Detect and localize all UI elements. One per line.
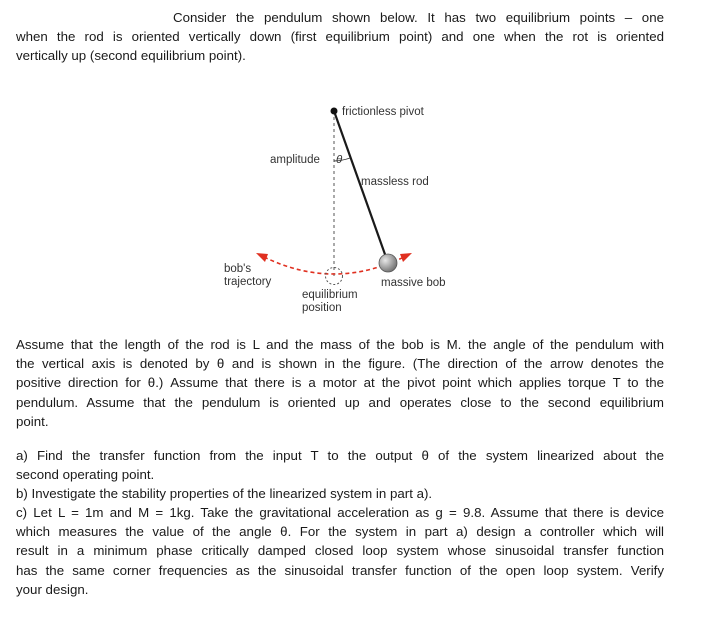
assumptions-paragraph bbox=[16, 335, 664, 431]
intro-line-2: when the rod is oriented vertically down (first equilibrium point) and one when the rot is oriented bbox=[16, 29, 664, 45]
theta-symbol: θ bbox=[336, 154, 343, 166]
rod-label: massless rod bbox=[361, 176, 429, 188]
equilibrium-label-1: equilibrium bbox=[302, 289, 358, 301]
part-b-line-1: b) Investigate the stability properties of the linearized system in part a). bbox=[16, 486, 433, 501]
trajectory-arrow-right bbox=[400, 253, 412, 262]
part-a-line-2: second operating point. bbox=[16, 467, 155, 483]
pivot-point bbox=[331, 108, 338, 115]
trajectory-label-1: bob's bbox=[224, 263, 252, 275]
part-c-line-1: c) Let L = 1m and M = 1kg. Take the gravitational acceleration as g = 9.8. Assume that there is device bbox=[16, 505, 664, 520]
bob-label: massive bob bbox=[381, 277, 446, 289]
intro-line-1: Consider the pendulum shown below. It has two equilibrium points – one bbox=[173, 10, 664, 25]
part-a-paragraph bbox=[16, 446, 664, 484]
massive-bob bbox=[379, 254, 397, 272]
amplitude-label: amplitude bbox=[270, 154, 320, 166]
part-b-paragraph bbox=[16, 484, 664, 503]
assume-line-3: positive direction for θ.) Assume that there is a motor at the pivot point which applies torque T to the bbox=[16, 375, 664, 391]
part-c-line-5: your design. bbox=[16, 581, 89, 597]
assume-line-5: point. bbox=[16, 413, 49, 429]
part-a-line-1: a) Find the transfer function from the input T to the output θ of the system linearized about the bbox=[16, 448, 664, 463]
part-c-line-4: has the same corner frequencies as the sinusoidal transfer function of the open loop system. Verify bbox=[16, 562, 664, 578]
assume-line-1: Assume that the length of the rod is L and the mass of the bob is M. the angle of the pendulum with bbox=[16, 337, 664, 352]
assume-line-4: pendulum. Assume that the pendulum is oriented up and operates close to the second equilibrium bbox=[16, 394, 664, 410]
pivot-label: frictionless pivot bbox=[342, 106, 424, 118]
intro-paragraph bbox=[16, 8, 664, 66]
assume-line-2: the vertical axis is denoted by θ and is shown in the figure. (The direction of the arrow denotes the bbox=[16, 356, 664, 372]
part-c-line-3: result in a minimum phase critically damped closed loop system whose sinusoidal transfer function bbox=[16, 543, 664, 559]
pendulum-figure bbox=[216, 95, 476, 325]
part-c-paragraph bbox=[16, 503, 664, 599]
part-c-line-2: which measures the value of the angle θ. For the system in part a) design a controller which will bbox=[16, 524, 664, 540]
trajectory-arrow-left bbox=[256, 253, 268, 262]
trajectory-label-2: trajectory bbox=[224, 276, 272, 288]
equilibrium-label-2: position bbox=[302, 302, 342, 314]
intro-line-3: vertically up (second equilibrium point). bbox=[16, 48, 246, 64]
